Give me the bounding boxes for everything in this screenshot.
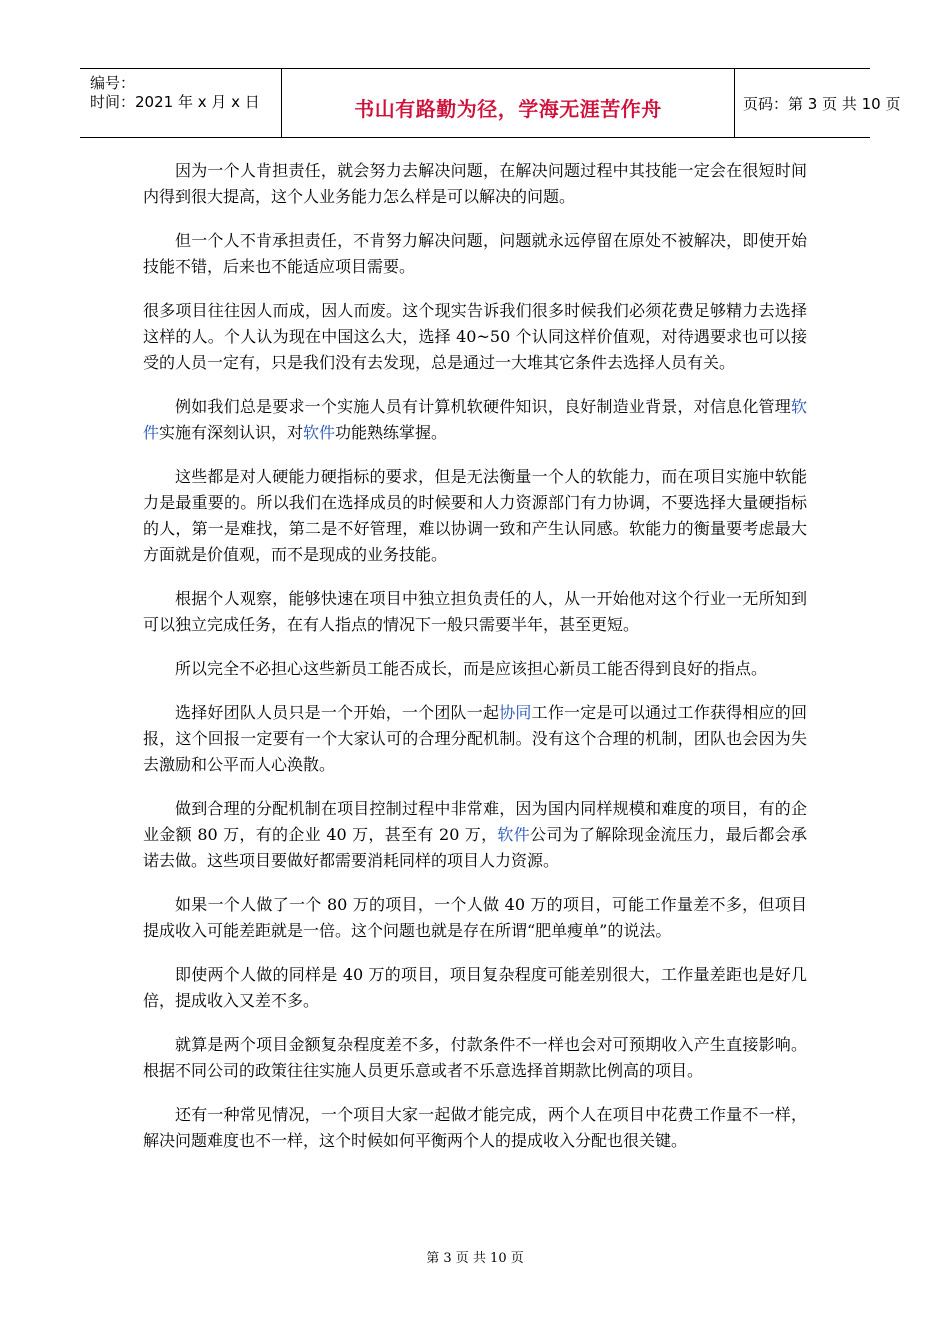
header-page-number: 页码：第 3 页 共 10 页 bbox=[743, 95, 901, 113]
paragraph bbox=[143, 464, 807, 568]
paragraph-text: 实施有深刻认识，对 bbox=[159, 423, 304, 442]
keyword-link[interactable]: 软件 bbox=[497, 825, 531, 844]
paragraph bbox=[143, 1102, 807, 1154]
keyword-link[interactable]: 软件 bbox=[303, 423, 336, 442]
paragraph bbox=[143, 962, 807, 1014]
paragraph bbox=[143, 586, 807, 638]
paragraph bbox=[143, 796, 807, 874]
paragraph-text: 因为一个人肯担责任，就会努力去解决问题，在解决问题过程中其技能一定会在很短时间内得到很大提高，这个人业务能力怎么样是可以解决的问题。 bbox=[143, 161, 807, 206]
paragraph-text: 即使两个人做的同样是 40 万的项目，项目复杂程度可能差别很大，工作量差距也是好几倍，提成收入又差不多。 bbox=[143, 965, 807, 1010]
header-page-cell bbox=[735, 69, 901, 137]
paragraph-text: 很多项目往往因人而成，因人而废。这个现实告诉我们很多时候我们必须花费足够精力去选择这样的人。个人认为现在中国这么大，选择 40~50 个认同这样价值观，对待遇要求也可以接受的人员一定有，只是我们没有去发现，总是通过一大堆其它条件去选择人员有关。 bbox=[143, 301, 807, 372]
keyword-link[interactable]: 协同 bbox=[499, 703, 532, 722]
paragraph bbox=[143, 298, 807, 376]
paragraph bbox=[143, 700, 807, 778]
paragraph-text: 做到合理的分配机制在项目控制过程中非常难，因为国内同样规模和难度的项目，有的企业金额 80 万，有的企业 40 万，甚至有 20 万， bbox=[143, 799, 807, 844]
paragraph bbox=[143, 394, 807, 446]
paragraph-text: 公司为了解除现金流压力，最后都会承诺去做。这些项目要做好都需要消耗同样的项目人力资源。 bbox=[143, 825, 807, 870]
paragraph-text: 这些都是对人硬能力硬指标的要求，但是无法衡量一个人的软能力，而在项目实施中软能力是最重要的。所以我们在选择成员的时候要和人力资源部门有力协调，不要选择大量硬指标的人，第一是难找，第二是不好管理，难以协调一致和产生认同感。软能力的衡量要考虑最大方面就是价值观，而不是现成的业务技能。 bbox=[143, 467, 807, 564]
paragraph-text: 选择好团队人员只是一个开始，一个团队一起 bbox=[175, 703, 500, 722]
paragraph-text: 所以完全不必担心这些新员工能否成长，而是应该担心新员工能否得到良好的指点。 bbox=[175, 659, 768, 678]
paragraph-text: 还有一种常见情况，一个项目大家一起做才能完成，两个人在项目中花费工作量不一样，解决问题难度也不一样，这个时候如何平衡两个人的提成收入分配也很关键。 bbox=[143, 1105, 807, 1150]
paragraph-text: 功能熟练掌握。 bbox=[335, 423, 448, 442]
header-motto-cell bbox=[281, 69, 735, 137]
paragraph-text: 例如我们总是要求一个实施人员有计算机软硬件知识，良好制造业背景，对信息化管理 bbox=[175, 397, 791, 416]
header-info-cell bbox=[80, 69, 280, 137]
paragraph bbox=[143, 158, 807, 210]
number-label: 编号： bbox=[90, 74, 136, 92]
document-header bbox=[80, 68, 901, 138]
paragraph-text: 根据个人观察，能够快速在项目中独立担负责任的人，从一开始他对这个行业一无所知到可以独立完成任务，在有人指点的情况下一般只需要半年，甚至更短。 bbox=[143, 589, 807, 634]
paragraph-text: 如果一个人做了一个 80 万的项目，一个人做 40 万的项目，可能工作量差不多，但项目提成收入可能差距就是一倍。这个问题也就是存在所谓“肥单瘦单”的说法。 bbox=[143, 895, 807, 940]
keyword-link[interactable]: 软件 bbox=[143, 397, 807, 442]
document-body bbox=[143, 158, 807, 1172]
paragraph bbox=[143, 1032, 807, 1084]
date-label: 时间：2021 年 x 月 x 日 bbox=[90, 93, 260, 111]
paragraph bbox=[143, 892, 807, 944]
paragraph-text: 就算是两个项目金额复杂程度差不多，付款条件不一样也会对可预期收入产生直接影响。根据不同公司的政策往往实施人员更乐意或者不乐意选择首期款比例高的项目。 bbox=[143, 1035, 807, 1080]
paragraph bbox=[143, 656, 807, 682]
paragraph-text: 但一个人不肯承担责任，不肯努力解决问题，问题就永远停留在原处不被解决，即使开始技能不错，后来也不能适应项目需要。 bbox=[143, 231, 807, 276]
paragraph bbox=[143, 228, 807, 280]
page-footer: 第 3 页 共 10 页 bbox=[426, 1251, 524, 1266]
paragraph-text: 工作一定是可以通过工作获得相应的回报，这个回报一定要有一个大家认可的合理分配机制。没有这个合理的机制，团队也会因为失去激励和公平而人心涣散。 bbox=[143, 703, 807, 774]
header-motto: 书山有路勤为径，学海无涯苦作舟 bbox=[354, 97, 662, 121]
